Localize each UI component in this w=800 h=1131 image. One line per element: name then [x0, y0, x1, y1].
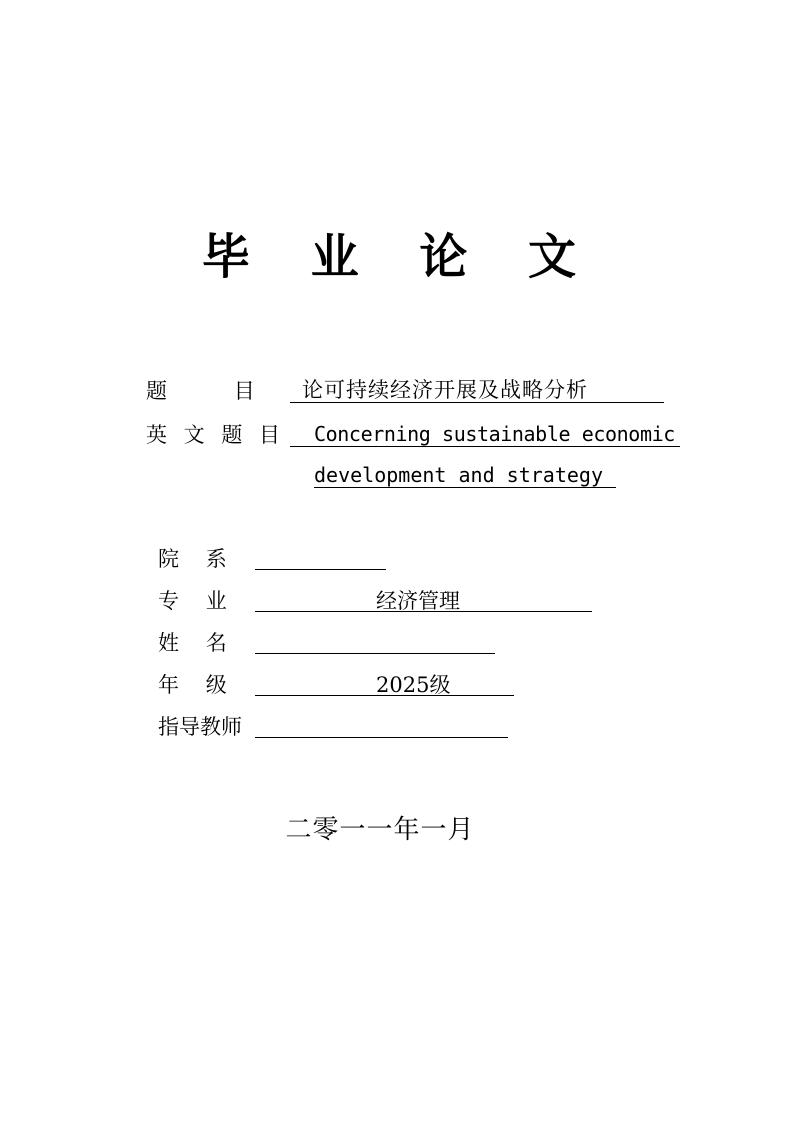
english-title-underline-2	[314, 487, 616, 488]
name-underline	[255, 653, 495, 654]
grade-underline	[255, 695, 514, 696]
grade-value: 2025级	[376, 673, 451, 697]
title-value: 论可持续经济开展及战略分析	[302, 378, 588, 402]
department-label: 院 系	[158, 547, 227, 571]
english-title-line1: Concerning sustainable economic	[314, 422, 675, 446]
submission-date: 二零一一年一月	[285, 815, 475, 845]
english-title-underline-1	[290, 446, 680, 447]
title-label	[146, 377, 255, 405]
title-underline	[290, 402, 664, 403]
advisor-underline	[255, 737, 508, 738]
advisor-label: 指导教师	[158, 715, 242, 739]
english-title-label: 英 文 题 目	[146, 423, 286, 447]
major-value: 经济管理	[376, 589, 460, 613]
english-title-line2: development and strategy	[314, 463, 603, 487]
grade-label: 年 级	[158, 673, 227, 697]
department-underline	[255, 569, 386, 570]
major-underline	[255, 611, 592, 612]
name-label: 姓 名	[158, 631, 227, 655]
title-label-text: 题 目	[146, 379, 255, 403]
page-title: 毕 业 论 文	[201, 229, 599, 285]
major-label: 专 业	[158, 589, 227, 613]
